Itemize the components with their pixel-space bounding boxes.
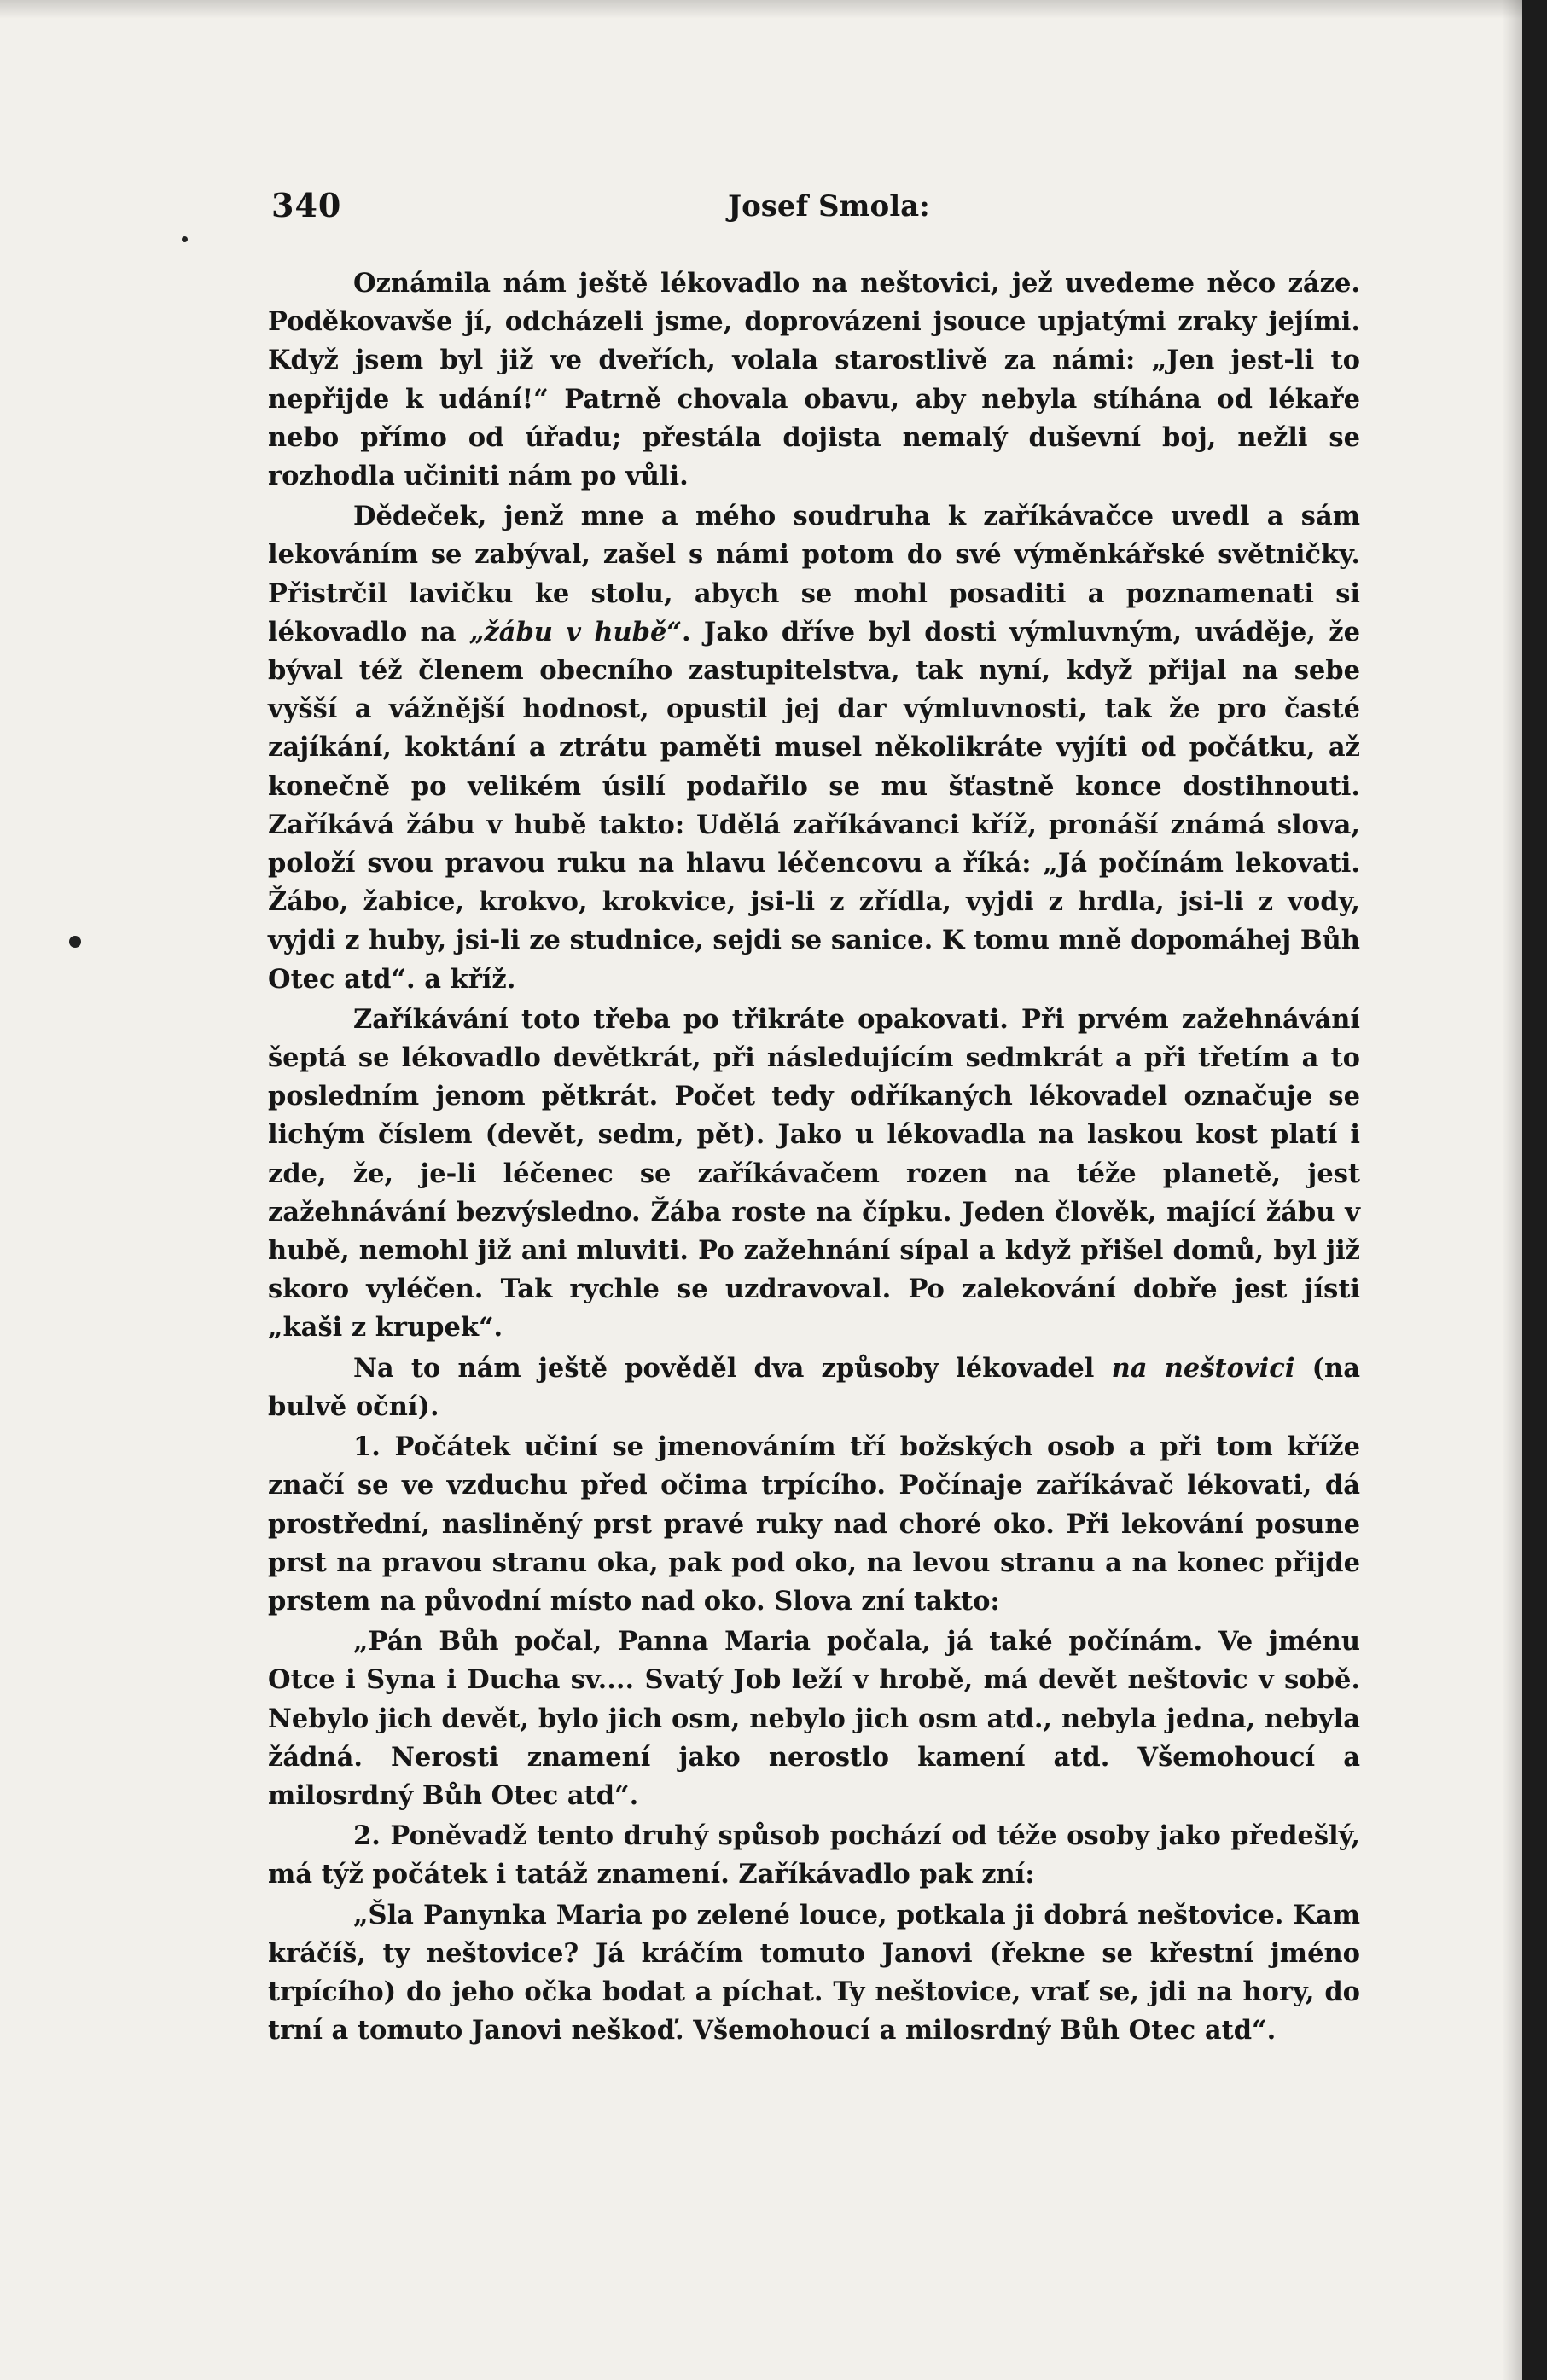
page-header [271, 186, 1372, 229]
body-text [268, 264, 1360, 2050]
paragraph: „Šla Panynka Maria po zelené louce, potkala ji dobrá neštovice. Kam kráčíš, ty neštovice? Já kráčím tomuto Janovi (řekne se křestní jméno trpícího) do jeho očka bodat a píchat. Ty neštovice, vrať se, jdi na hory, do trní a tomuto Janovi neškoď. Všemohoucí a milosrdný Bůh Otec atd“. [268, 1899, 1360, 2046]
ink-speck [182, 236, 188, 242]
page-top-shadow [0, 0, 1522, 19]
paragraph: 1. Počátek učiní se jmenováním tří božských osob a při tom kříže značí se ve vzduchu před očima trpícího. Počínaje zaříkávač lékovati, dá prostřední, nasliněný prst pravé ruky nad choré oko. Při lekování posune prst na pravou stranu oka, pak pod oko, na levou stranu a na konec přijde prstem na původní místo nad oko. Slova zní takto: [268, 1431, 1360, 1617]
text-run: (na bulvě oční). [268, 1352, 1360, 1422]
page-edge-shadow [1502, 0, 1522, 2380]
text-run: . Jako dříve byl dosti výmluvným, uváděje, že býval též členem obecního zastupitelstva, tak nyní, když přijal na sebe vyšší a vážnější hodnost, opustil jej dar výmluvnosti, tak že pro časté zajíkání, koktání a ztrátu paměti musel několikráte vyjíti od počátku, až konečně po velikém úsilí podařilo se mu šťastně konce dostihnouti. Zaříkává žábu v hubě takto: Udělá zaříkávanci kříž, pronáší známá slova, položí svou pravou ruku na hlavu léčencovu a říká: „Já počínám lekovati. Žábo, žabice, krokvo, krokvice, jsi-li z zřídla, vyjdi z hrdla, jsi-li z vody, vyjdi z huby, jsi-li ze studnice, sejdi se sanice. K tomu mně dopomáhej Bůh Otec atd“. a kříž. [268, 616, 1360, 995]
paragraph [268, 1350, 1360, 1426]
page-number: 340 [271, 186, 342, 224]
paragraph [268, 497, 1360, 999]
ink-speck [69, 936, 81, 948]
text-run: Na to nám ještě pověděl dva způsoby lékovadel [353, 1352, 1112, 1384]
paragraph: 2. Poněvadž tento druhý spůsob pochází od téže osoby jako předešlý, má týž počátek i tatáž znamení. Zaříkávadlo pak zní: [268, 1820, 1360, 1890]
text-run: Dědeček, jenž mne a mého soudruha k zaříkávačce uvedl a sám lekováním se zabýval, zašel s námi potom do své výměnkářské světničky. Přistrčil lavičku ke stolu, abych se mohl posaditi a poznamenati si lékovadlo na [268, 501, 1360, 647]
paragraph: Zaříkávání toto třeba po třikráte opakovati. Při prvém zažehnávání šeptá se lékovadlo devětkrát, při následujícím sedmkrát a při třetím a to posledním jenom pětkrát. Počet tedy odříkaných lékovadel označuje se lichým číslem (devět, sedm, pět). Jako u lékovadla na laskou kost platí i zde, že, je-li léčenec se zaříkávačem rozen na téže planetě, jest zažehnávání bezvýsledno. Žába roste na čípku. Jeden člověk, mající žábu v hubě, nemohl již ani mluviti. Po zažehnání sípal a když přišel domů, byl již skoro vyléčen. Tak rychle se uzdravoval. Po zalekování dobře jest jísti „kaši z krupek“. [268, 1003, 1360, 1344]
italic-phrase: „žábu v hubě“ [468, 616, 682, 647]
italic-phrase: na neštovici [1111, 1352, 1295, 1384]
running-head: Josef Smola: [728, 189, 930, 223]
paragraph: „Pán Bůh počal, Panna Maria počala, já také počínám. Ve jménu Otce i Syna i Ducha sv.... Svatý Job leží v hrobě, má devět neštovic v sobě. Nebylo jich devět, bylo jich osm, nebylo jich osm atd., nebyla jedna, nebyla žádná. Nerosti znamení jako nerostlo kamení atd. Všemohoucí a milosrdný Bůh Otec atd“. [268, 1626, 1360, 1811]
paragraph: Oznámila nám ještě lékovadlo na neštovici, jež uvedeme něco záze. Poděkovavše jí, odcházeli jsme, doprovázeni jsouce upjatými zraky jejími. Když jsem byl již ve dveřích, volala starostlivě za námi: „Jen jest-li to nepřijde k udání!“ Patrně chovala obavu, aby nebyla stíhána od lékaře nebo přímo od úřadu; přestála dojista nemalý duševní boj, nežli se rozhodla učiniti nám po vůli. [268, 268, 1360, 492]
